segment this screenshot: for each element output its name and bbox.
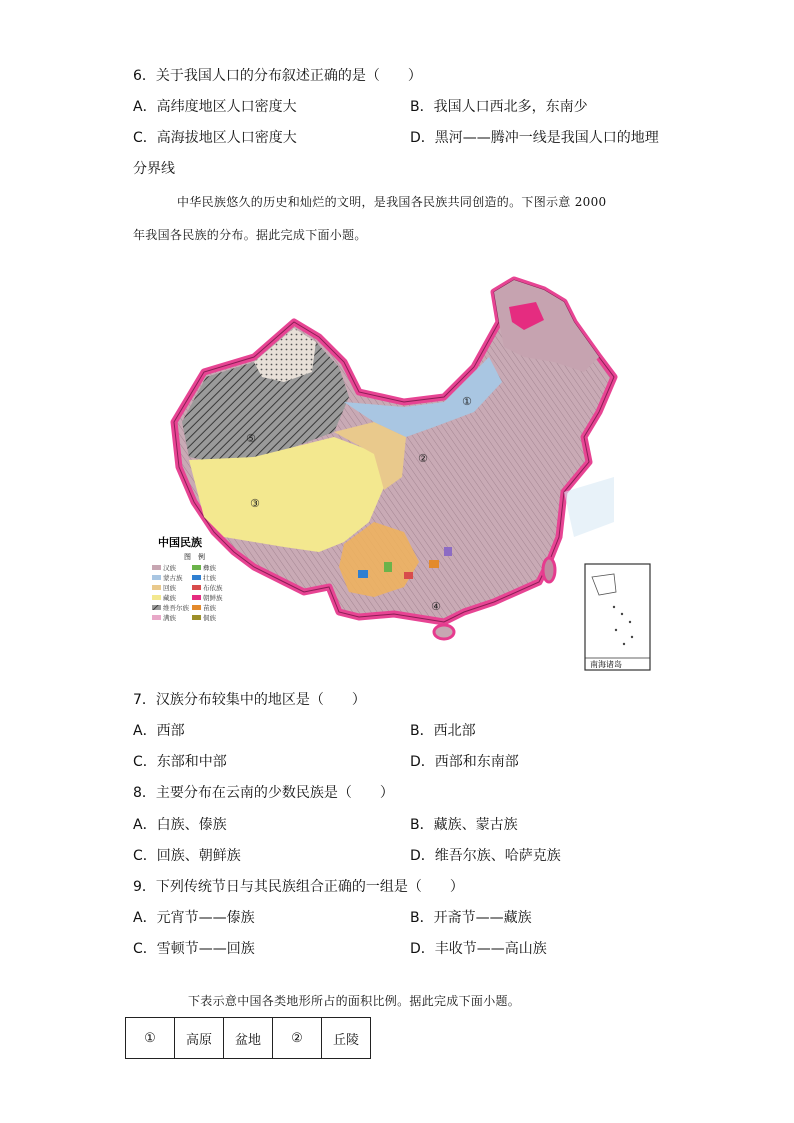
q9-option-d: D．丰收节——高山族 [410, 941, 547, 957]
q8-option-c: C．回族、朝鲜族 [133, 848, 241, 864]
legend-title: 中国民族 [158, 536, 202, 549]
q8-option-b: B．藏族、蒙古族 [410, 817, 518, 833]
terrain-area-table [125, 1017, 371, 1059]
q8-stem: 8．主要分布在云南的少数民族是（ ） [133, 785, 394, 801]
map-marker-1: ① [462, 395, 472, 408]
map-marker-2: ② [418, 452, 428, 465]
svg-text:蒙古族: 蒙古族 [163, 574, 183, 582]
south-china-sea-inset [585, 564, 650, 670]
legend-subtitle: 图 例 [184, 553, 205, 561]
q6-stem: 6．关于我国人口的分布叙述正确的是（ ） [133, 68, 422, 84]
table-row [126, 1018, 371, 1059]
svg-text:朝鲜族: 朝鲜族 [203, 594, 223, 602]
intro-paragraph-line1: 中华民族悠久的历史和灿烂的文明，是我国各民族共同创造的。下图示意 2000 [177, 195, 607, 209]
q6-option-b: B．我国人口西北多，东南少 [410, 99, 588, 115]
q9-stem: 9．下列传统节日与其民族组合正确的一组是（ ） [133, 879, 464, 895]
q7-stem: 7．汉族分布较集中的地区是（ ） [133, 692, 366, 708]
table-cell-1: ① [126, 1018, 175, 1059]
intro-paragraph-line2: 年我国各民族的分布。据此完成下面小题。 [133, 228, 367, 242]
svg-text:侗族: 侗族 [203, 614, 216, 622]
svg-text:维吾尔族: 维吾尔族 [163, 604, 189, 612]
svg-text:彝族: 彝族 [203, 564, 216, 572]
q6-option-a: A．高纬度地区人口密度大 [133, 99, 297, 115]
q6-option-d: D．黑河——腾冲一线是我国人口的地理 [410, 130, 659, 146]
svg-text:布依族: 布依族 [203, 584, 223, 592]
table-cell-3: 盆地 [224, 1018, 273, 1059]
q7-option-a: A．西部 [133, 723, 185, 739]
q6-option-d-continuation: 分界线 [133, 161, 175, 177]
svg-text:藏族: 藏族 [163, 594, 176, 602]
q7-option-c: C．东部和中部 [133, 754, 227, 770]
q7-option-b: B．西北部 [410, 723, 476, 739]
svg-text:回族: 回族 [163, 584, 176, 592]
q8-option-d: D．维吾尔族、哈萨克族 [410, 848, 561, 864]
svg-text:苗族: 苗族 [203, 604, 216, 612]
table-cell-5: 丘陵 [322, 1018, 371, 1059]
q8-option-a: A．白族、傣族 [133, 817, 227, 833]
map-marker-4: ④ [431, 600, 441, 613]
q9-option-a: A．元宵节——傣族 [133, 910, 255, 926]
table-cell-4: ② [273, 1018, 322, 1059]
inset-label: 南海诸岛 [590, 660, 622, 669]
q9-option-b: B．开斋节——藏族 [410, 910, 532, 926]
q6-option-c: C．高海拔地区人口密度大 [133, 130, 297, 146]
map-marker-5: ⑤ [246, 432, 256, 445]
q7-option-d: D．西部和东南部 [410, 754, 519, 770]
map-marker-3: ③ [250, 497, 260, 510]
q9-option-c: C．雪顿节——回族 [133, 941, 255, 957]
map-legend [152, 535, 223, 622]
svg-text:壮族: 壮族 [203, 574, 216, 582]
ethnic-distribution-map [144, 262, 656, 674]
svg-text:满族: 满族 [163, 614, 176, 622]
svg-text:汉族: 汉族 [163, 564, 176, 572]
table-cell-2: 高原 [175, 1018, 224, 1059]
table-intro: 下表示意中国各类地形所占的面积比例。据此完成下面小题。 [188, 994, 521, 1008]
